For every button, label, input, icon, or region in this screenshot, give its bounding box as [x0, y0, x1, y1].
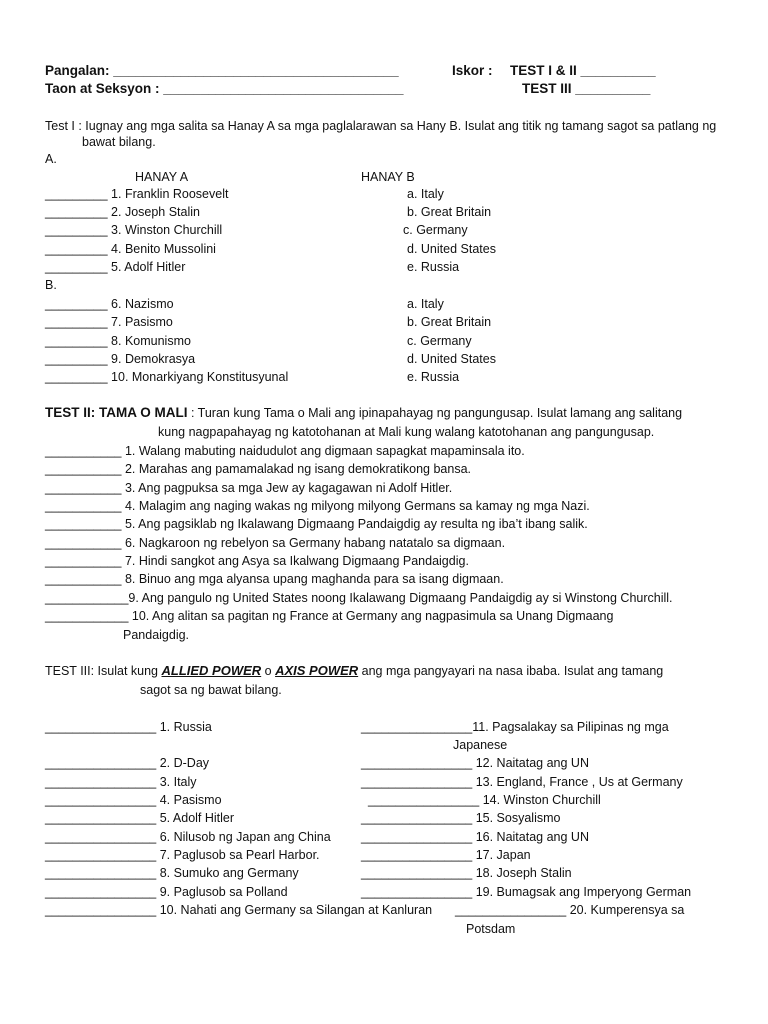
- list-item-choice: e. Russia: [407, 260, 460, 274]
- list-item: ___________ 1. Walang mabuting naidudulot ang digmaan sapagkat mapaminsala ito.: [45, 444, 525, 458]
- list-item: ________________ 17. Japan: [361, 848, 531, 862]
- list-item: _________ 2. Joseph Stalin: [45, 205, 200, 219]
- axis-power-label: AXIS POWER: [275, 663, 359, 678]
- score-test12: TEST I & II __________: [510, 63, 656, 78]
- list-item: ___________ 2. Marahas ang pamamalakad ng isang demokratikong bansa.: [45, 462, 471, 476]
- column-a-heading: HANAY A: [135, 170, 189, 184]
- test2-title: TEST II: TAMA O MALI: [45, 405, 188, 420]
- test3-or: o: [261, 664, 276, 678]
- list-item: _________ 9. Demokrasya: [45, 352, 196, 366]
- test3-instructions-cont: sagot sa ng bawat bilang.: [140, 683, 282, 697]
- list-item: ________________ 3. Italy: [45, 775, 197, 789]
- list-item: ________________ 2. D-Day: [45, 756, 210, 770]
- list-item: ____________9. Ang pangulo ng United States noong Ikalawang Digmaang Pandaigdig ay si Winstong Churchill.: [45, 591, 673, 605]
- test3-instr-pre: TEST III: Isulat kung: [45, 664, 162, 678]
- list-item-choice: b. Great Britain: [407, 315, 492, 329]
- name-field: Pangalan: ______________________________________: [45, 63, 399, 78]
- test3-instructions: [45, 663, 663, 679]
- test1-instructions-cont: bawat bilang.: [82, 135, 156, 149]
- list-item-choice: d. United States: [407, 242, 496, 256]
- test2-instructions-text: : Turan kung Tama o Mali ang ipinapahayag ng pangungusap. Isulat lamang ang salitang: [187, 406, 683, 420]
- list-item: ________________ 5. Adolf Hitler: [45, 811, 235, 825]
- list-item: ________________ 1. Russia: [45, 720, 212, 734]
- section-b-label: B.: [45, 278, 57, 292]
- test1-instructions: Test I : Iugnay ang mga salita sa Hanay A sa mga paglalarawan sa Hany B. Isulat ang titik ng tamang sagot sa patlang ng: [45, 119, 717, 133]
- test2-instructions-cont: kung nagpapahayag ng katotohanan at Mali kung walang katotohanan ang pangungusap.: [158, 425, 655, 439]
- list-item: ____________ 10. Ang alitan sa pagitan ng France at Germany ang nagpasimula sa Unang Digmaang: [45, 609, 614, 623]
- list-item: _________ 10. Monarkiyang Konstitusyunal: [45, 370, 289, 384]
- list-item: ___________ 8. Binuo ang mga alyansa upang maghanda para sa isang digmaan.: [45, 572, 504, 586]
- list-item: _________ 5. Adolf Hitler: [45, 260, 186, 274]
- list-item: ________________ 16. Naitatag ang UN: [361, 830, 589, 844]
- list-item-choice: a. Italy: [407, 187, 444, 201]
- list-item: ________________ 8. Sumuko ang Germany: [45, 866, 299, 880]
- list-item: ________________ 6. Nilusob ng Japan ang China: [45, 830, 331, 844]
- list-item: _________ 6. Nazismo: [45, 297, 174, 311]
- list-item-choice: e. Russia: [407, 370, 460, 384]
- test2-instructions: [45, 405, 682, 421]
- list-item: _________ 8. Komunismo: [45, 334, 191, 348]
- score-test3: TEST III __________: [522, 81, 651, 96]
- column-b-heading: HANAY B: [361, 170, 415, 184]
- list-item-choice: d. United States: [407, 352, 496, 366]
- list-item: ________________ 10. Nahati ang Germany sa Silangan at Kanluran: [45, 903, 433, 917]
- list-item: ________________ 18. Joseph Stalin: [361, 866, 572, 880]
- section-a-label: A.: [45, 152, 57, 166]
- list-item: ________________ 4. Pasismo: [45, 793, 222, 807]
- list-item: ________________ 7. Paglusob sa Pearl Harbor.: [45, 848, 320, 862]
- list-item: _________ 3. Winston Churchill: [45, 223, 223, 237]
- list-item-choice: c. Germany: [403, 223, 468, 237]
- list-item: ________________ 19. Bumagsak ang Imperyong German: [361, 885, 692, 899]
- list-item: ________________ 9. Paglusob sa Polland: [45, 885, 288, 899]
- list-item: ________________ 13. England, France , Us at Germany: [361, 775, 683, 789]
- list-item-choice: b. Great Britain: [407, 205, 492, 219]
- list-item: ________________ 12. Naitatag ang UN: [361, 756, 589, 770]
- list-item-choice: a. Italy: [407, 297, 444, 311]
- list-item: ___________ 3. Ang pagpuksa sa mga Jew ay kagagawan ni Adolf Hitler.: [45, 481, 453, 495]
- list-item: ________________ 14. Winston Churchill: [368, 793, 601, 807]
- allied-power-label: ALLIED POWER: [161, 663, 262, 678]
- list-item-cont: Pandaigdig.: [123, 628, 190, 642]
- list-item: ___________ 6. Nagkaroon ng rebelyon sa Germany habang natatalo sa digmaan.: [45, 536, 506, 550]
- year-section-field: Taon at Seksyon : ________________________________: [45, 81, 404, 96]
- list-item: ________________11. Pagsalakay sa Pilipinas ng mga: [361, 720, 669, 734]
- list-item: _________ 4. Benito Mussolini: [45, 242, 216, 256]
- score-label: Iskor :: [452, 63, 493, 78]
- list-item: ___________ 5. Ang pagsiklab ng Ikalawang Digmaang Pandaigdig ay resulta ng iba’t ibang salik.: [45, 517, 588, 531]
- list-item-choice: c. Germany: [407, 334, 472, 348]
- list-item-cont: Potsdam: [466, 922, 516, 936]
- list-item: ___________ 7. Hindi sangkot ang Asya sa Ikalwang Digmaang Pandaigdig.: [45, 554, 469, 568]
- list-item: _________ 1. Franklin Roosevelt: [45, 187, 229, 201]
- list-item-cont: Japanese: [453, 738, 508, 752]
- list-item: ________________ 15. Sosyalismo: [361, 811, 561, 825]
- list-item: ________________ 20. Kumperensya sa: [455, 903, 685, 917]
- list-item: _________ 7. Pasismo: [45, 315, 173, 329]
- test3-instr-post: ang mga pangyayari na nasa ibaba. Isulat ang tamang: [358, 664, 664, 678]
- list-item: ___________ 4. Malagim ang naging wakas ng milyong milyong Germans sa kamay ng mga Nazi.: [45, 499, 590, 513]
